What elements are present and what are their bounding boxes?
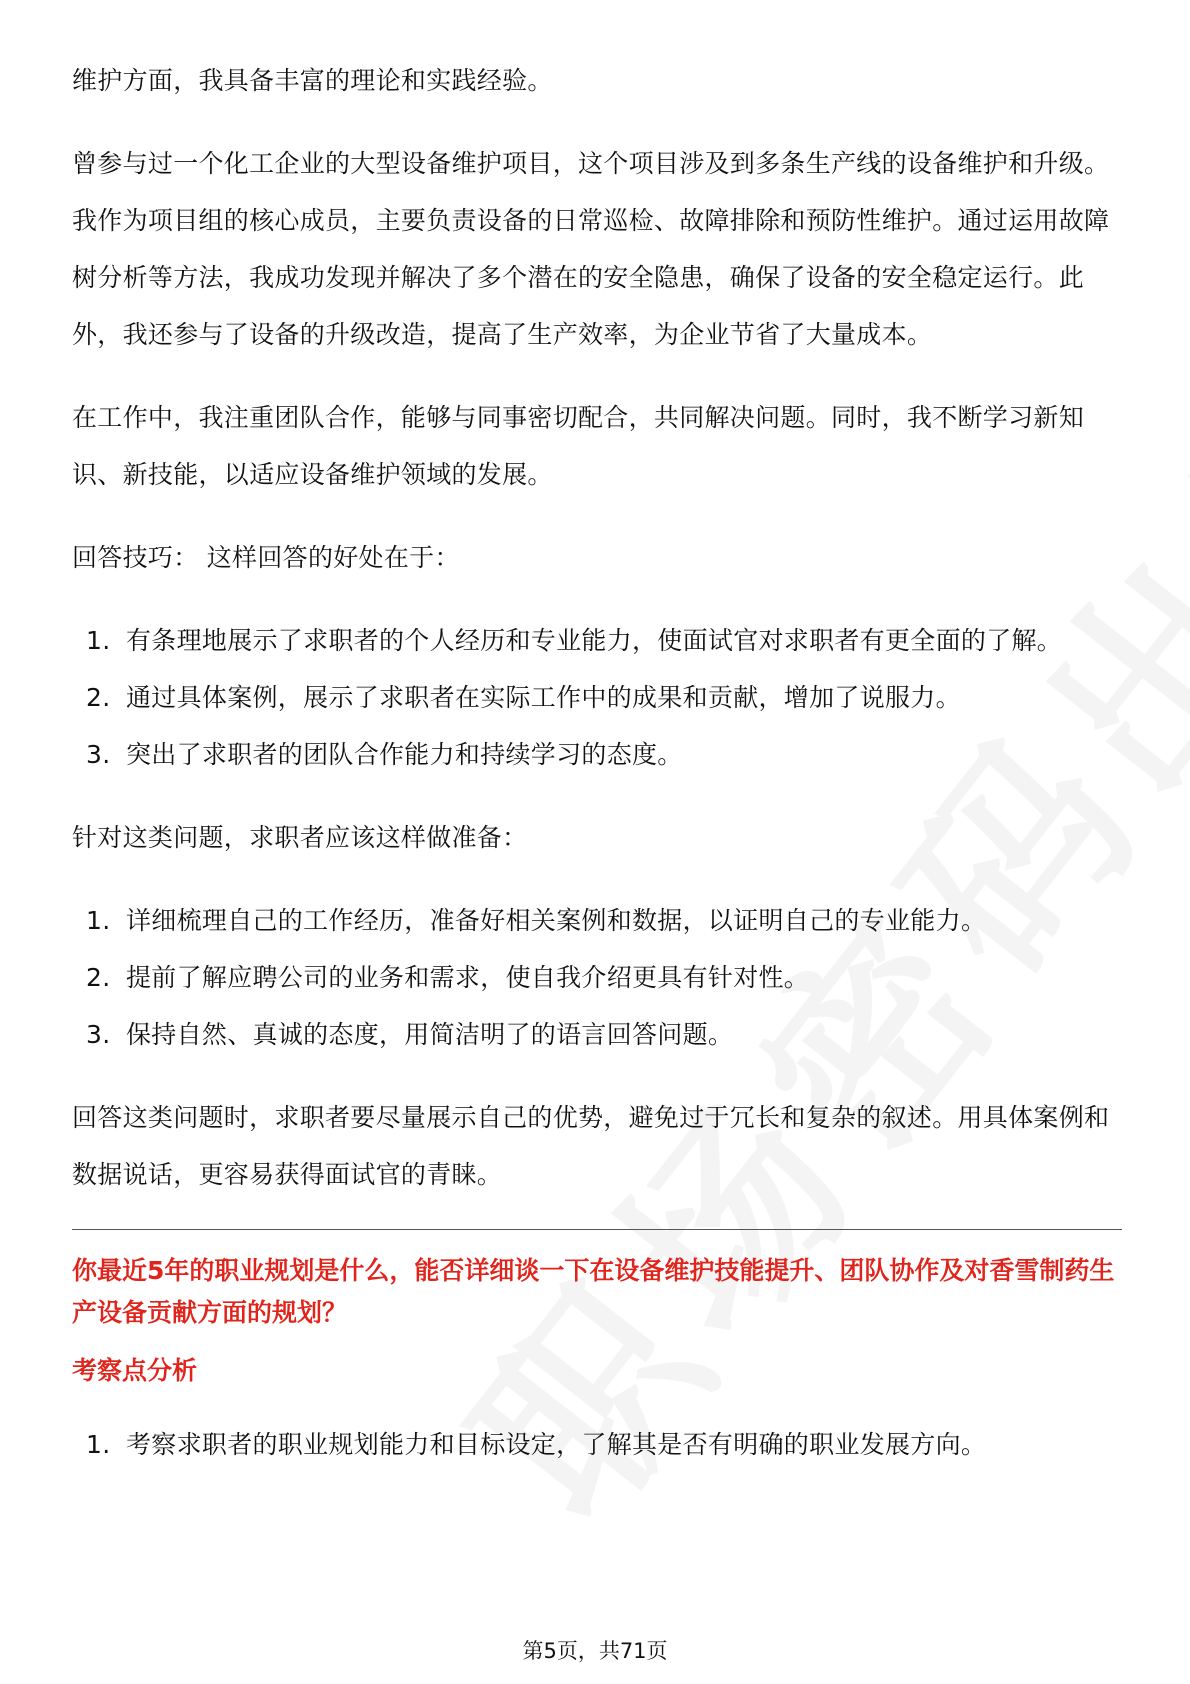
list-item bbox=[72, 1006, 1122, 1063]
list-number: 1. bbox=[86, 626, 111, 655]
list-number: 2. bbox=[86, 963, 111, 992]
page-footer: 第5页，共71页 bbox=[522, 1639, 668, 1663]
list-item bbox=[72, 1416, 1122, 1473]
list-item bbox=[72, 726, 1122, 783]
divider bbox=[72, 1229, 1122, 1230]
benefits-list bbox=[72, 612, 1122, 783]
section-heading: 考察点分析 bbox=[72, 1356, 198, 1385]
list-item bbox=[72, 612, 1122, 669]
list-number: 1. bbox=[86, 1430, 111, 1459]
analysis-list bbox=[72, 1416, 1122, 1473]
paragraph: 维护方面，我具备丰富的理论和实践经验。 bbox=[72, 66, 553, 95]
document-body bbox=[72, 52, 1122, 1499]
list-item-text: 提前了解应聘公司的业务和需求，使自我介绍更具有针对性。 bbox=[126, 963, 810, 992]
paragraph: 曾参与过一个化工企业的大型设备维护项目，这个项目涉及到多条生产线的设备维护和升级。我作为项目组的核心成员，主要负责设备的日常巡检、故障排除和预防性维护。通过运用故障树分析等方法，我成功发现并解决了多个潜在的安全隐患，确保了设备的安全稳定运行。此外，我还参与了设备的升级改造，提高了生产效率，为企业节省了大量成本。 bbox=[72, 149, 1110, 349]
answer-tips-label: 回答技巧： 这样回答的好处在于： bbox=[72, 543, 460, 572]
list-number: 3. bbox=[86, 1020, 111, 1049]
prep-list bbox=[72, 892, 1122, 1063]
list-item bbox=[72, 892, 1122, 949]
list-item-text: 考察求职者的职业规划能力和目标设定，了解其是否有明确的职业发展方向。 bbox=[126, 1430, 987, 1459]
prep-intro: 针对这类问题，求职者应该这样做准备： bbox=[72, 823, 528, 852]
interview-question: 你最近5年的职业规划是什么，能否详细谈一下在设备维护技能提升、团队协作及对香雪制药生产设备贡献方面的规划？ bbox=[72, 1256, 1115, 1327]
list-item-text: 有条理地展示了求职者的个人经历和专业能力，使面试官对求职者有更全面的了解。 bbox=[126, 626, 1063, 655]
list-item-text: 保持自然、真诚的态度，用简洁明了的语言回答问题。 bbox=[126, 1020, 734, 1049]
list-item-text: 通过具体案例，展示了求职者在实际工作中的成果和贡献，增加了说服力。 bbox=[126, 683, 961, 712]
list-item-text: 突出了求职者的团队合作能力和持续学习的态度。 bbox=[126, 740, 683, 769]
closing-paragraph: 回答这类问题时，求职者要尽量展示自己的优势，避免过于冗长和复杂的叙述。用具体案例和数据说话，更容易获得面试官的青睐。 bbox=[72, 1103, 1110, 1189]
list-number: 1. bbox=[86, 906, 111, 935]
list-item-text: 详细梳理自己的工作经历，准备好相关案例和数据，以证明自己的专业能力。 bbox=[126, 906, 987, 935]
list-number: 3. bbox=[86, 740, 111, 769]
list-item bbox=[72, 669, 1122, 726]
list-number: 2. bbox=[86, 683, 111, 712]
paragraph: 在工作中，我注重团队合作，能够与同事密切配合，共同解决问题。同时，我不断学习新知识、新技能，以适应设备维护领域的发展。 bbox=[72, 403, 1085, 489]
list-item bbox=[72, 949, 1122, 1006]
